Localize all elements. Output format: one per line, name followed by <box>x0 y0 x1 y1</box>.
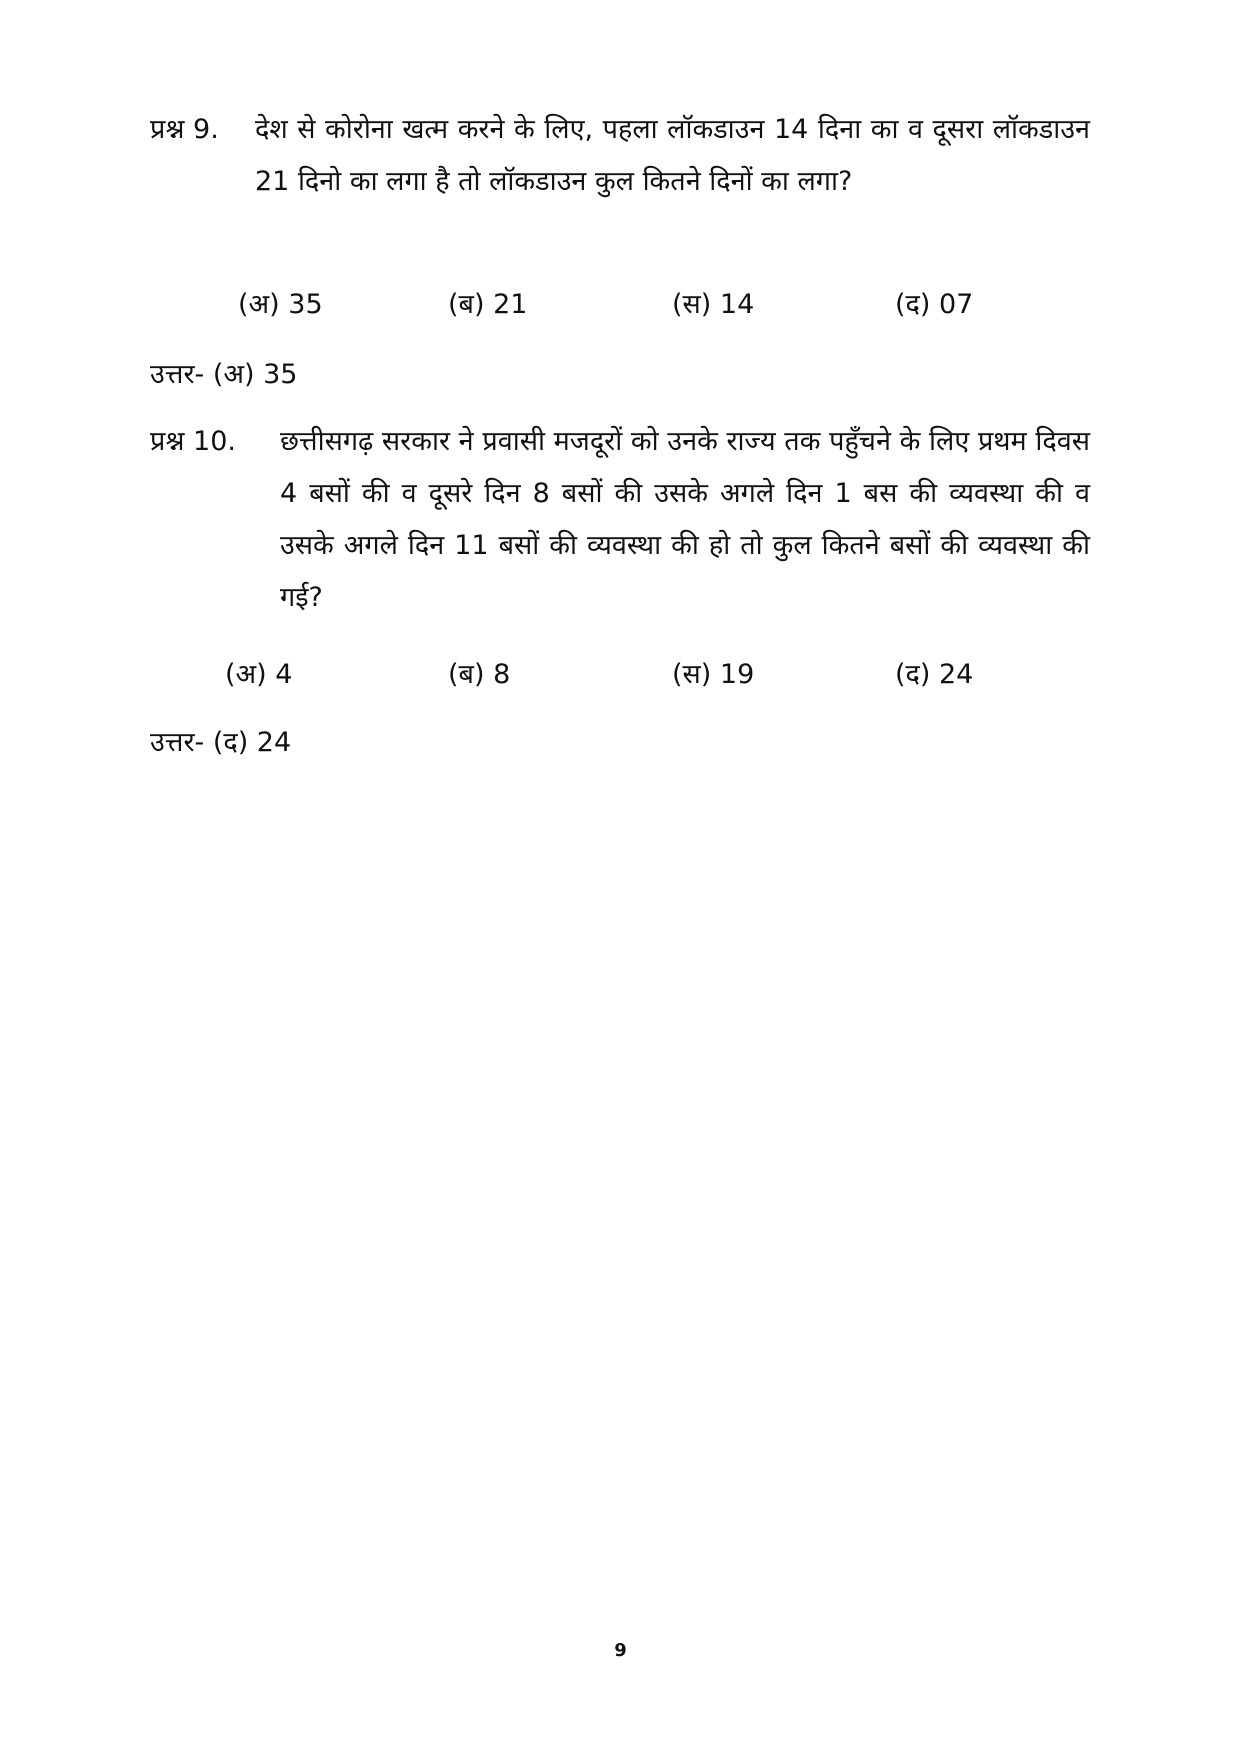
option-d: (द) 24 <box>895 659 974 690</box>
option-a: (अ) 35 <box>238 289 323 320</box>
option-d: (द) 07 <box>895 289 974 320</box>
option-c: (स) 19 <box>672 659 755 690</box>
page-number: 9 <box>614 1640 627 1661</box>
question-label: प्रश्न 9. <box>150 114 219 145</box>
option-a: (अ) 4 <box>225 659 293 690</box>
option-b: (ब) 8 <box>448 659 511 690</box>
option-c: (स) 14 <box>672 289 755 320</box>
question-text: देश से कोरोना खत्म करने के लिए, पहला लॉकडाउन 14 दिना का व दूसरा लॉकडाउन 21 दिनो का लगा है तो लॉकडाउन कुल कितने दिनों का लगा? <box>255 114 1090 197</box>
question-9-answer: उत्तर- (अ) 35 <box>150 359 298 390</box>
question-9-options <box>0 284 1241 324</box>
question-label: प्रश्न 10. <box>150 426 236 457</box>
question-9 <box>150 104 1090 208</box>
question-text: छत्तीसगढ़ सरकार ने प्रवासी मजदूरों को उनके राज्य तक पहुँचने के लिए प्रथम दिवस 4 बसों की व दूसरे दिन 8 बसों की उसके अगले दिन 1 बस की व्यवस्था की व उसके अगले दिन 11 बसों की व्यवस्था की हो तो कुल कितने बसों की व्यवस्था की गई? <box>280 426 1090 613</box>
question-10 <box>150 416 1090 624</box>
option-b: (ब) 21 <box>448 289 528 320</box>
question-10-options <box>0 654 1241 694</box>
question-10-answer: उत्तर- (द) 24 <box>150 727 292 758</box>
